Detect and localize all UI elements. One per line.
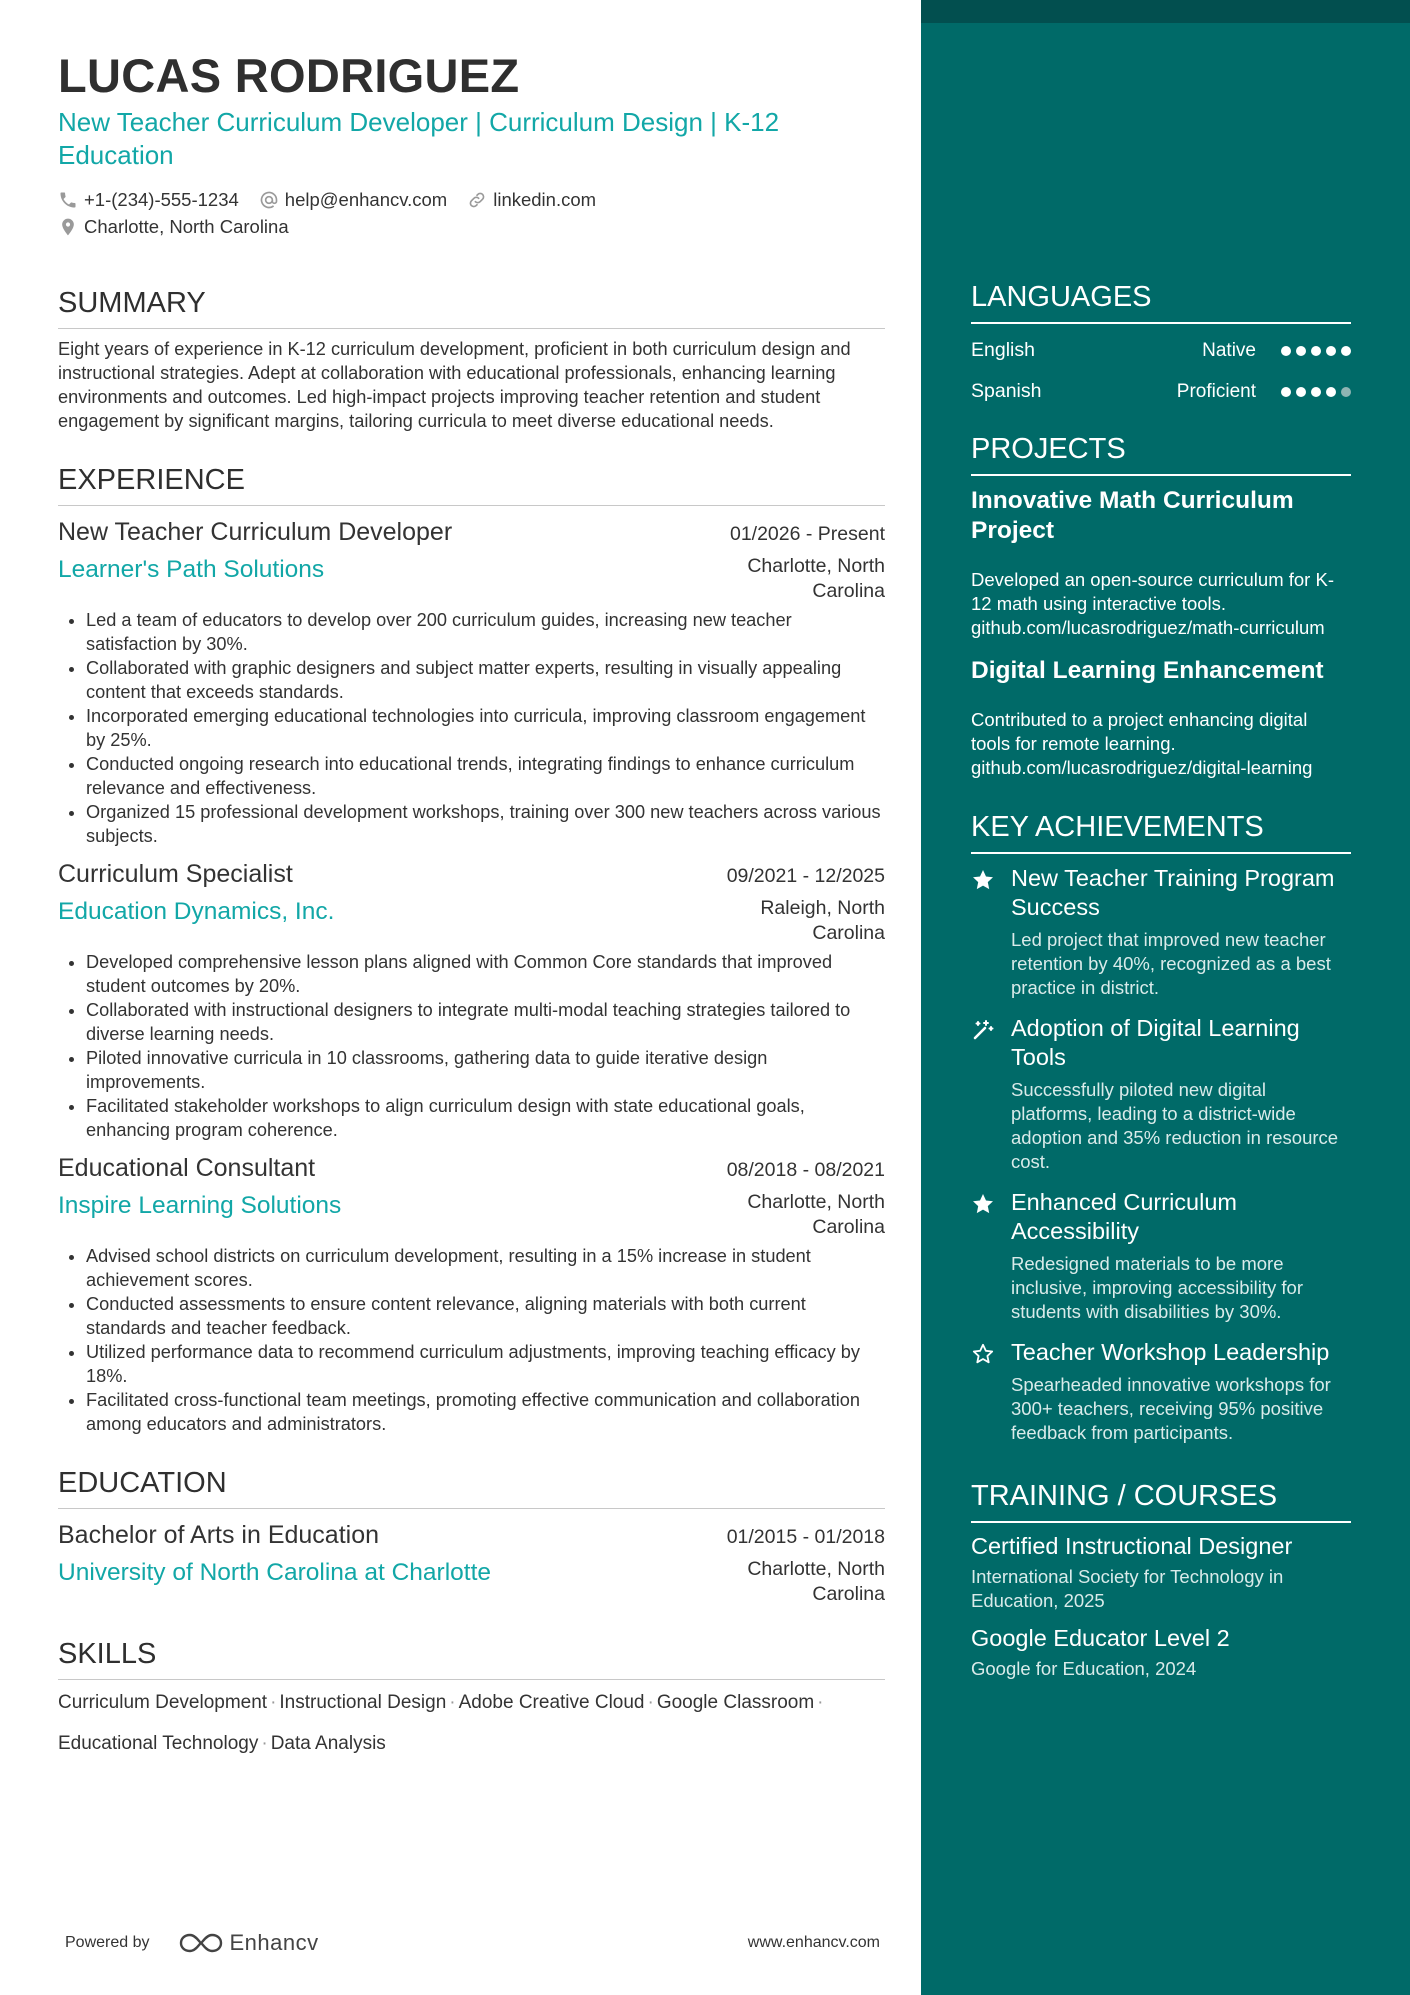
summary-text: Eight years of experience in K-12 curriculum development, proficient in both curriculum design and instructional strategies. Adept at collaboration with educational professionals, enhancing learning environments and outcomes. Led high-impact projects improving teacher retention and student engagement by significant margins, tailoring curricula to meet diverse educational needs. <box>58 339 851 431</box>
powered-by-label: Powered by <box>65 1934 150 1951</box>
achievement-item <box>971 1014 1351 1174</box>
education-entry <box>58 1519 885 1607</box>
project-description: Developed an open-source curriculum for K-12 math using interactive tools. <box>971 569 1334 614</box>
achievement-item <box>971 1338 1351 1445</box>
proficiency-dots <box>1276 346 1351 356</box>
link-icon <box>467 190 487 210</box>
job-company: Learner's Path Solutions <box>58 556 325 583</box>
proficiency-dots <box>1276 387 1351 397</box>
skills-list <box>58 1682 885 1764</box>
achievement-title: Enhanced Curriculum Accessibility <box>1011 1189 1237 1244</box>
job-dates: 09/2021 - 12/2025 <box>726 865 885 887</box>
job-entry <box>58 516 885 848</box>
job-entry <box>58 858 885 1142</box>
job-title: New Teacher Curriculum Developer <box>58 518 453 546</box>
job-entry <box>58 1152 885 1436</box>
job-company: Education Dynamics, Inc. <box>58 898 335 925</box>
job-bullets <box>58 1244 885 1436</box>
dot-filled <box>1311 387 1321 397</box>
bullet-item: • Conducted assessments to ensure content relevance, aligning materials with both current standards and teacher feedback. <box>86 1292 885 1340</box>
phone-icon <box>58 190 78 210</box>
candidate-tagline: New Teacher Curriculum Developer | Curriculum Design | K-12 Education <box>58 107 780 170</box>
language-name: Spanish <box>971 380 1042 402</box>
school-name: University of North Carolina at Charlotte <box>58 1559 492 1586</box>
project-description: Contributed to a project enhancing digital tools for remote learning. <box>971 709 1308 754</box>
dot-filled <box>1326 346 1336 356</box>
bullet-item: • Developed comprehensive lesson plans aligned with Common Core standards that improved student outcomes by 20%. <box>86 950 885 998</box>
experience-heading: EXPERIENCE <box>58 463 885 506</box>
job-bullets <box>58 950 885 1142</box>
achievement-description: Redesigned materials to be more inclusive, improving accessibility for students with disabilities by 30%. <box>1011 1253 1303 1322</box>
education-heading: EDUCATION <box>58 1466 885 1509</box>
skill-tag: Curriculum Development <box>58 1692 268 1713</box>
skill-tag: Google Classroom <box>656 1692 815 1713</box>
achievement-title: New Teacher Training Program Success <box>1011 865 1335 920</box>
job-dates: 01/2026 - Present <box>729 523 885 545</box>
brand-name: Enhancv <box>229 1930 319 1955</box>
summary-heading: SUMMARY <box>58 286 885 329</box>
course-title: Certified Instructional Designer <box>971 1533 1293 1559</box>
brand-logo[interactable] <box>178 1930 319 1956</box>
enhancv-logo-icon <box>178 1931 224 1955</box>
project-link[interactable]: github.com/lucasrodriguez/math-curriculum <box>971 617 1325 638</box>
sidebar-top-bar <box>921 0 1410 23</box>
education-location: Charlotte, North Carolina <box>747 1558 885 1605</box>
bullet-item: • Facilitated stakeholder workshops to align curriculum design with state educational goals, enhancing program coherence. <box>86 1094 885 1142</box>
bullet-item: • Led a team of educators to develop over 200 curriculum guides, increasing new teacher satisfaction by 30%. <box>86 608 885 656</box>
contact-info <box>58 186 885 240</box>
linkedin-text: linkedin.com <box>493 188 597 210</box>
education-dates: 01/2015 - 01/2018 <box>726 1526 885 1548</box>
course-description: Google for Education, 2024 <box>971 1658 1197 1679</box>
language-item <box>971 330 1351 371</box>
job-location: Raleigh, North Carolina <box>760 897 885 944</box>
course-title: Google Educator Level 2 <box>971 1625 1230 1651</box>
dot-empty <box>1341 387 1351 397</box>
bullet-item: • Organized 15 professional development workshops, training over 300 new teachers across various subjects. <box>86 800 885 848</box>
achievements-heading: KEY ACHIEVEMENTS <box>971 810 1351 854</box>
bullet-item: • Piloted innovative curricula in 10 classrooms, gathering data to guide iterative design improvements. <box>86 1046 885 1094</box>
star-icon <box>971 868 995 892</box>
at-icon <box>259 190 279 210</box>
achievement-item <box>971 1188 1351 1324</box>
job-title: Educational Consultant <box>58 1154 316 1182</box>
job-dates: 08/2018 - 08/2021 <box>726 1159 885 1181</box>
degree-title: Bachelor of Arts in Education <box>58 1521 380 1549</box>
training-heading: TRAINING / COURSES <box>971 1479 1351 1523</box>
star-outline-icon <box>971 1342 995 1366</box>
dot-filled <box>1326 387 1336 397</box>
bullet-item: • Utilized performance data to recommend curriculum adjustments, improving teaching efficacy by 18%. <box>86 1340 885 1388</box>
job-title: Curriculum Specialist <box>58 860 293 888</box>
skill-tag: Adobe Creative Cloud <box>458 1692 645 1713</box>
dot-filled <box>1281 346 1291 356</box>
skill-separator: · <box>261 1733 268 1754</box>
project-link[interactable]: github.com/lucasrodriguez/digital-learning <box>971 757 1313 778</box>
languages-heading: LANGUAGES <box>971 280 1351 324</box>
language-name: English <box>971 339 1035 361</box>
language-level: Proficient <box>1176 380 1256 402</box>
location-pin-icon <box>58 217 78 237</box>
bullet-item: • Advised school districts on curriculum development, resulting in a 15% increase in student achievement scores. <box>86 1244 885 1292</box>
achievement-description: Spearheaded innovative workshops for 300+ teachers, receiving 95% positive feedback from participants. <box>1011 1374 1331 1443</box>
skill-tag: Instructional Design <box>279 1692 447 1713</box>
skill-separator: · <box>449 1692 456 1713</box>
contact-location <box>58 216 289 238</box>
project-title: Digital Learning Enhancement <box>971 657 1324 684</box>
dot-filled <box>1281 387 1291 397</box>
language-level: Native <box>1202 339 1256 361</box>
bullet-item: • Conducted ongoing research into educational trends, integrating findings to enhance curriculum relevance and effectiveness. <box>86 752 885 800</box>
achievement-item <box>971 864 1351 1000</box>
skill-tag: Educational Technology <box>58 1733 259 1754</box>
job-location: Charlotte, North Carolina <box>747 1191 885 1238</box>
bullet-item: • Collaborated with graphic designers and subject matter experts, resulting in visually appealing content that exceeds standards. <box>86 656 885 704</box>
project-title: Innovative Math Curriculum Project <box>971 487 1294 544</box>
language-item <box>971 371 1351 412</box>
email-text: help@enhancv.com <box>284 188 448 210</box>
bullet-item: • Collaborated with instructional designers to integrate multi-modal teaching strategies tailored to diverse learning needs. <box>86 998 885 1046</box>
job-bullets <box>58 608 885 848</box>
skills-heading: SKILLS <box>58 1637 885 1680</box>
powered-by <box>65 1930 319 1956</box>
course-item <box>971 1531 1351 1613</box>
job-location: Charlotte, North Carolina <box>747 555 885 602</box>
contact-email[interactable] <box>259 189 447 211</box>
course-description: International Society for Technology in Education, 2025 <box>971 1566 1284 1611</box>
footer-url[interactable]: www.enhancv.com <box>747 1934 880 1951</box>
skill-separator: · <box>270 1692 277 1713</box>
skill-separator: · <box>817 1692 824 1713</box>
contact-phone[interactable] <box>58 189 239 211</box>
dot-filled <box>1296 346 1306 356</box>
projects-heading: PROJECTS <box>971 432 1351 476</box>
project-item <box>971 656 1351 780</box>
achievement-title: Adoption of Digital Learning Tools <box>1011 1015 1300 1070</box>
job-company: Inspire Learning Solutions <box>58 1192 342 1219</box>
sidebar <box>921 0 1410 1995</box>
page-footer <box>65 1930 880 1956</box>
achievement-description: Successfully piloted new digital platforms, leading to a district-wide adoption and 35% reduction in resource cost. <box>1011 1079 1339 1172</box>
skill-tag: Data Analysis <box>270 1733 386 1754</box>
bullet-item: • Incorporated emerging educational technologies into curricula, improving classroom engagement by 25%. <box>86 704 885 752</box>
course-item <box>971 1623 1351 1681</box>
location-text: Charlotte, North Carolina <box>84 215 289 237</box>
dot-filled <box>1296 387 1306 397</box>
achievement-description: Led project that improved new teacher retention by 40%, recognized as a best practice in district. <box>1011 929 1331 998</box>
star-icon <box>971 1192 995 1216</box>
magic-wand-icon <box>971 1018 995 1042</box>
skill-separator: · <box>647 1692 654 1713</box>
achievement-title: Teacher Workshop Leadership <box>1011 1339 1330 1365</box>
project-item <box>971 486 1351 640</box>
contact-linkedin[interactable] <box>467 189 596 211</box>
phone-text: +1-(234)-555-1234 <box>84 188 239 210</box>
candidate-name: LUCAS RODRIGUEZ <box>58 49 520 102</box>
bullet-item: • Facilitated cross-functional team meetings, promoting effective communication and collaboration among educators and administrators. <box>86 1388 885 1436</box>
dot-filled <box>1341 346 1351 356</box>
dot-filled <box>1311 346 1321 356</box>
